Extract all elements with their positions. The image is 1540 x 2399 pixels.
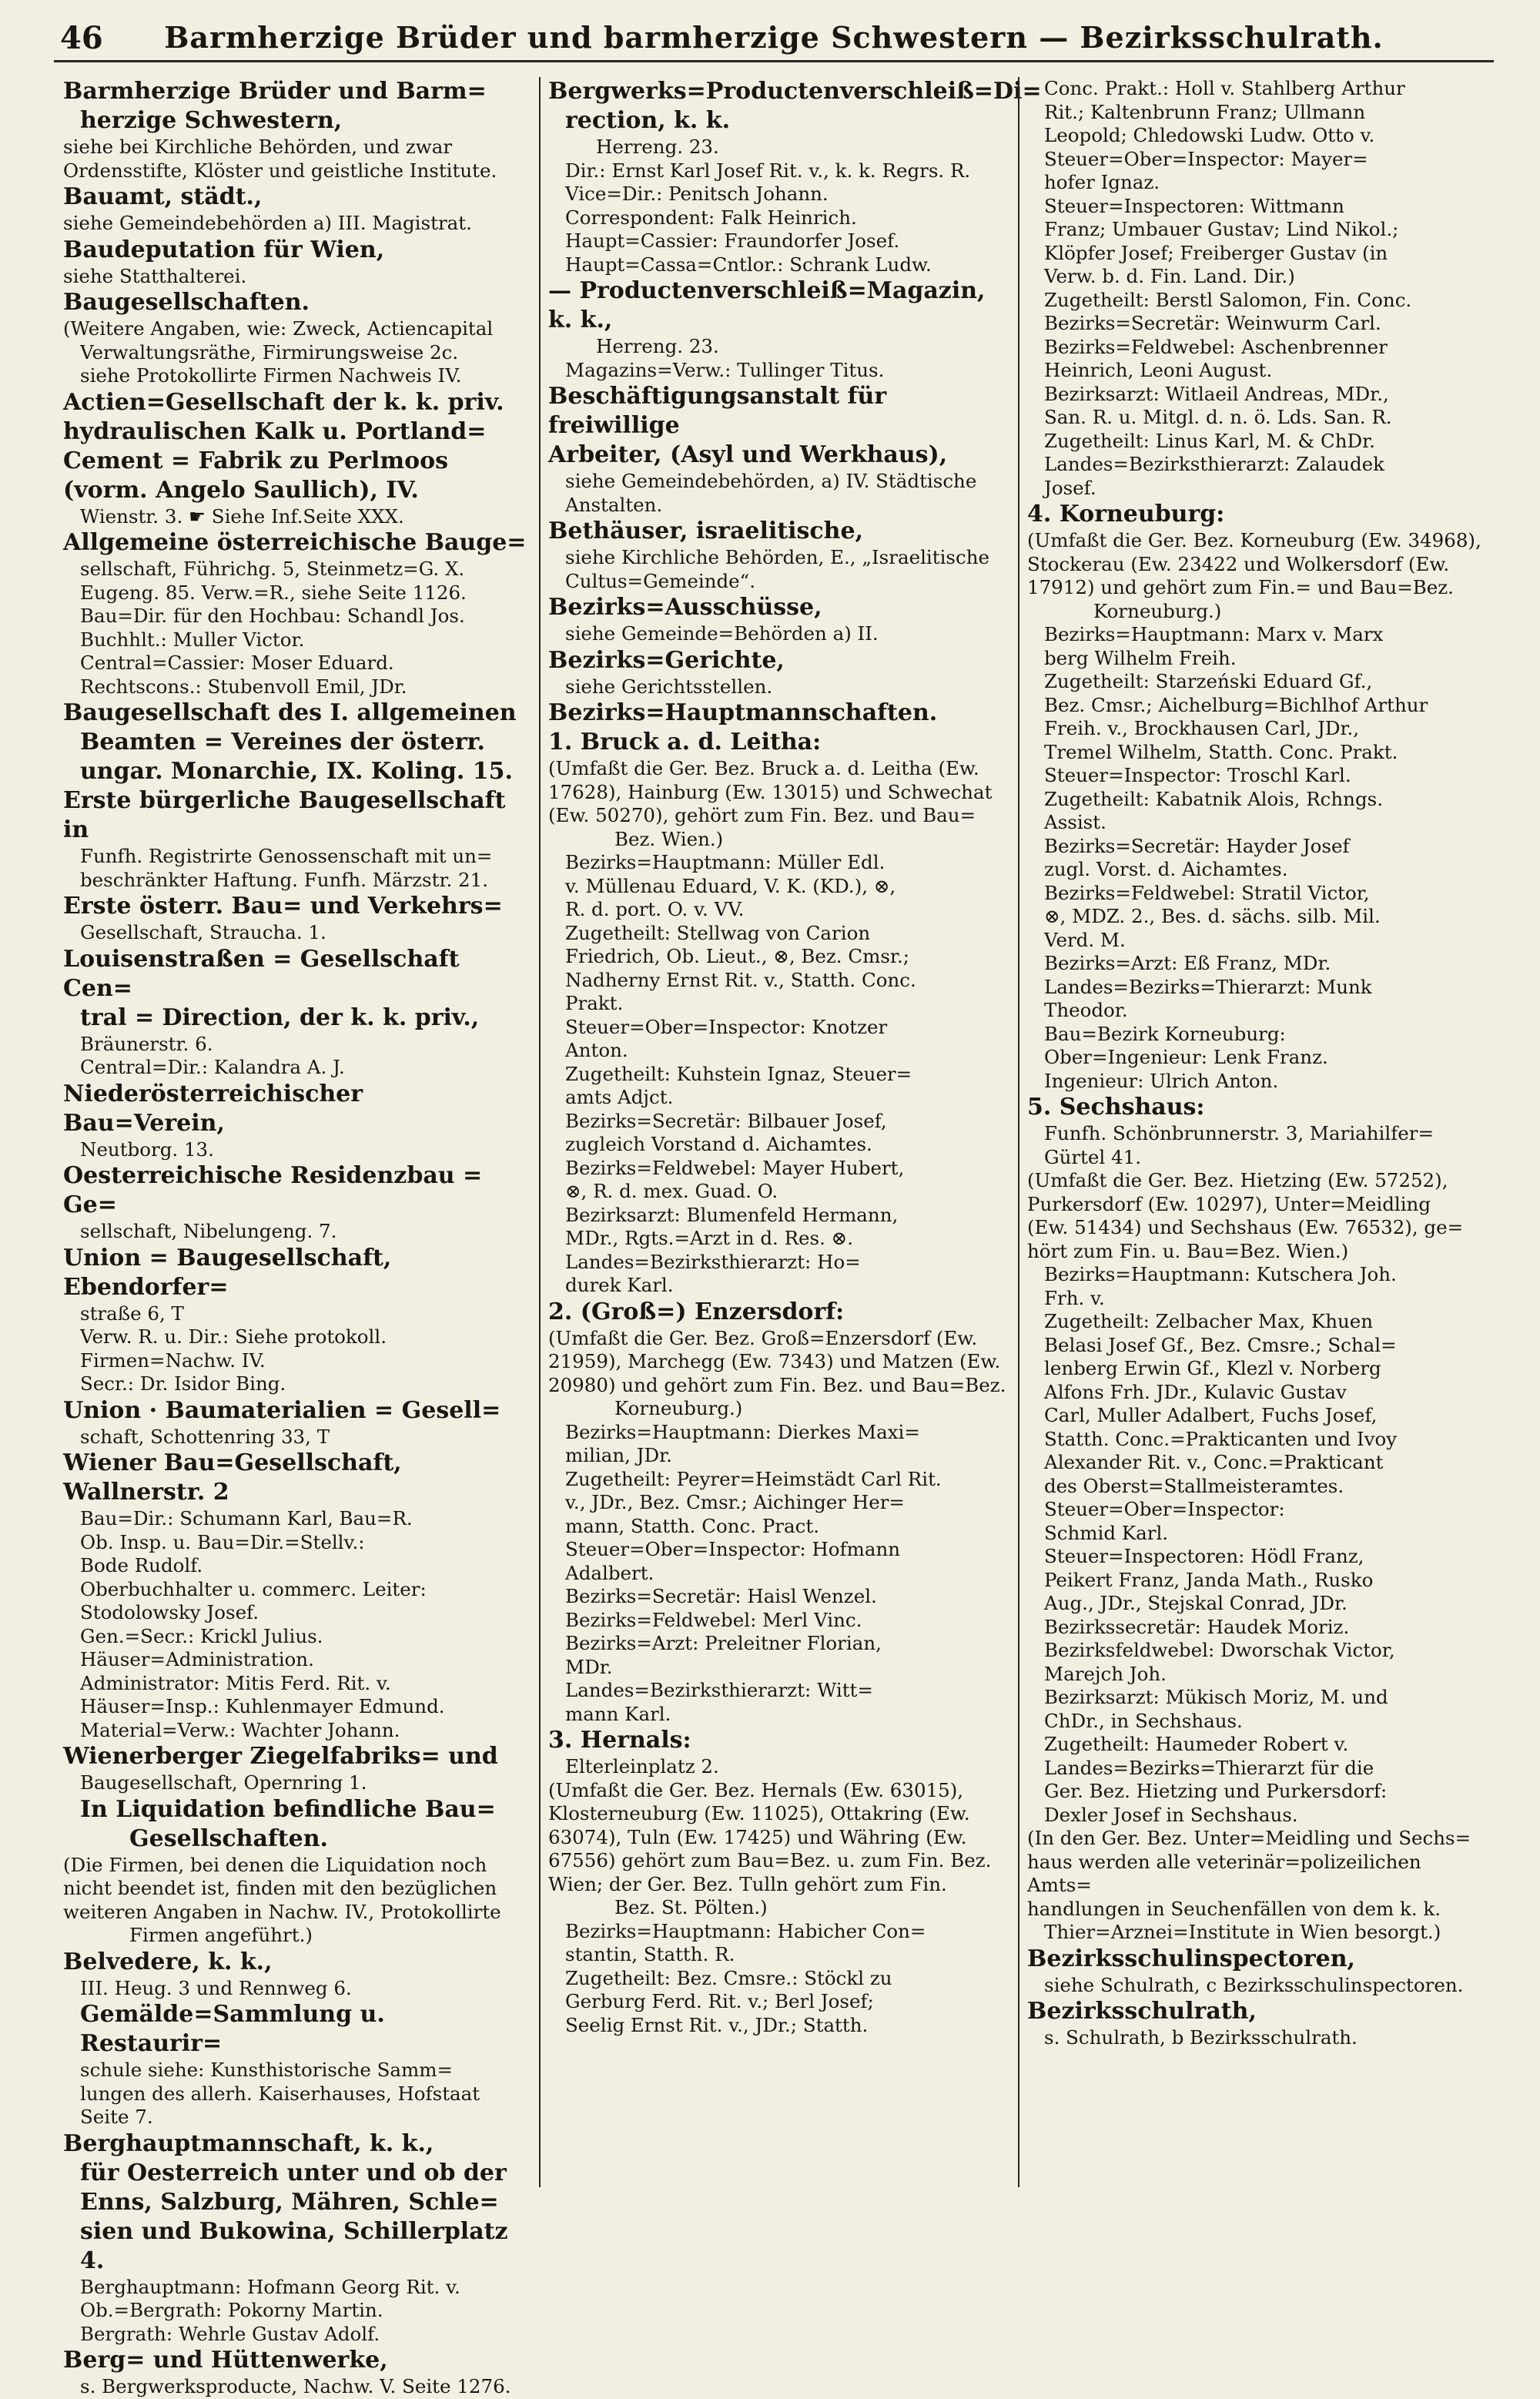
entry-line: Bergrath: Wehrle Gustav Adolf. [80,2322,380,2345]
entry-line: Bezirks=Secretär: Weinwurm Carl. [1044,312,1381,334]
entry-line: (In den Ger. Bez. Unter=Meidling und Sechs= [1027,1827,1471,1849]
entry-heading: — Productenverschleiß=Magazin, k. k., [548,277,986,333]
entry-line: Purkersdorf (Ew. 10297), Unter=Meidling [1027,1192,1431,1215]
entry-line: Friedrich, Ob. Lieut., ⊗, Bez. Cmsr.; [565,945,909,967]
entry-line: siehe Gerichtsstellen. [565,675,773,698]
entry-line: des Oberst=Stallmeisteramtes. [1044,1474,1344,1497]
entry-line: Carl, Muller Adalbert, Fuchs Josef, [1044,1404,1378,1426]
running-title: Barmherzige Brüder und barmherzige Schwestern — Bezirksschulrath. [164,20,1384,55]
entry-line: Stodolowsky Josef. [80,1601,259,1623]
entry-line: (Umfaßt die Ger. Bez. Groß=Enzersdorf (Ew. [548,1326,978,1349]
entry-line: Secr.: Dr. Isidor Bing. [80,1372,286,1395]
entry-line: Bezirks=Secretär: Hayder Josef [1044,834,1350,857]
entry-line: R. d. port. O. v. VV. [565,898,745,920]
entry-line: Bezirkssecretär: Haudek Moriz. [1044,1615,1350,1638]
entry-heading: Belvedere, k. k., [63,1948,273,1975]
entry-line: mann, Statth. Conc. Pract. [565,1514,819,1537]
page-number: 46 [60,20,103,56]
entry-line: Bezirks=Hauptmann: Habicher Con= [565,1919,926,1942]
entry-line: Bezirks=Hauptmann: Marx v. Marx [1044,623,1384,645]
entry-line: Steuer=Inspectoren: Hödl Franz, [1044,1545,1364,1567]
entry-line: Eugeng. 85. Verw.=R., siehe Seite 1126. [80,581,467,604]
entry-heading: Baugesellschaft des I. allgemeinen [63,699,517,726]
entry-line: ChDr., in Sechshaus. [1044,1709,1243,1732]
entry-line: Prakt. [565,992,624,1014]
entry-line: siehe Gemeindebehörden, a) IV. Städtische [565,470,977,492]
entry-line: Central=Dir.: Kalandra A. J. [80,1056,345,1078]
entry-line: Steuer=Ober=Inspector: Mayer= [1044,147,1368,170]
entry-line: beschränkter Haftung. Funfh. Märzstr. 21. [80,868,489,891]
entry-line: (Umfaßt die Ger. Bez. Korneuburg (Ew. 34968), [1027,529,1481,551]
entry-line: Bode Rudolf. [80,1554,203,1576]
entry-line: Bezirks=Feldwebel: Merl Vinc. [565,1608,862,1631]
entry-line: Steuer=Ober=Inspector: Knotzer [565,1015,888,1038]
entry-line: Marejch Joh. [1044,1662,1167,1685]
entry-line: (Ew. 51434) und Sechshaus (Ew. 76532), ge= [1027,1216,1464,1238]
entry-heading: In Liquidation befindliche Bau= [80,1795,496,1823]
entry-line: lungen des allerh. Kaiserhauses, Hofstaat [80,2082,480,2105]
entry-heading: Beamten = Vereines der österr. [80,729,485,756]
entry-line: Gesellschaft, Straucha. 1. [80,921,326,943]
entry-line: Wien; der Ger. Bez. Tulln gehört zum Fin. [548,1872,947,1895]
entry-heading: Enns, Salzburg, Mähren, Schle= [80,2188,499,2216]
entry-line: Herreng. 23. [596,136,719,158]
entry-heading: Bezirks=Ausschüsse, [548,594,822,621]
entry-line: Anton. [565,1039,628,1061]
entry-line: Firmen=Nachw. IV. [80,1349,266,1372]
entry-line: Oberbuchhalter u. commerc. Leiter: [80,1577,427,1600]
entry-line: siehe Gemeinde=Behörden a) II. [565,622,879,645]
entry-heading: Niederösterreichischer Bau=Verein, [63,1080,363,1137]
entry-line: ⊗, R. d. mex. Guad. O. [565,1180,778,1202]
entry-line: Dexler Josef in Sechshaus. [1044,1803,1298,1826]
entry-line: Bau=Dir.: Schumann Karl, Bau=R. [80,1507,413,1530]
entry-line: Vice=Dir.: Penitsch Johann. [565,183,829,205]
entry-line: Elterleinplatz 2. [565,1755,719,1777]
entry-line: Adalbert. [565,1561,654,1584]
entry-line: Freih. v., Brockhausen Carl, JDr., [1044,717,1360,739]
entry-line: Thier=Arznei=Institute in Wien besorgt.) [1044,1921,1441,1943]
entry-line: Bezirksarzt: Witlaeil Andreas, MDr., [1044,382,1389,405]
entry-line: Haupt=Cassa=Cntlor.: Schrank Ludw. [565,253,932,276]
entry-line: Verw. b. d. Fin. Land. Dir.) [1044,265,1295,287]
entry-heading: sien und Bukowina, Schillerplatz 4. [80,2217,508,2274]
entry-line: Anstalten. [565,493,663,516]
entry-line: Landes=Bezirksthierarzt: Ho= [565,1250,861,1273]
entry-line: Bau=Dir. für den Hochbau: Schandl Jos. [80,605,465,627]
entry-line: Gürtel 41. [1044,1145,1141,1168]
entry-line: handlungen in Seuchenfällen von dem k. k. [1027,1897,1441,1920]
entry-line: Ordensstifte, Klöster und geistliche Institute. [63,159,497,182]
entry-line: Dir.: Ernst Karl Josef Rit. v., k. k. Regrs. R. [565,159,971,182]
entry-line: siehe Protokollirte Firmen Nachweis IV. [80,364,462,387]
entry-line: Zugetheilt: Kuhstein Ignaz, Steuer= [565,1062,912,1085]
entry-line: v., JDr., Bez. Cmsr.; Aichinger Her= [565,1491,905,1513]
entry-line: hofer Ignaz. [1044,171,1160,193]
entry-line: Stockerau (Ew. 23422 und Wolkersdorf (Ew. [1027,552,1450,575]
entry-heading: Wienerberger Ziegelfabriks= und [63,1743,498,1770]
entry-line: Häuser=Insp.: Kuhlenmayer Edmund. [80,1695,445,1717]
entry-line: Herreng. 23. [596,335,719,357]
entry-line: siehe Schulrath, c Bezirksschulinspectoren. [1044,1973,1464,1996]
entry-line: 20980) und gehört zum Fin. Bez. und Bau=Bez. [548,1373,1006,1396]
entry-line: amts Adjct. [565,1086,674,1108]
entry-line: Bau=Bezirk Korneuburg: [1044,1022,1286,1045]
entry-line: Funfh. Schönbrunnerstr. 3, Mariahilfer= [1044,1122,1435,1144]
entry-line: Heinrich, Leoni August. [1044,359,1273,381]
entry-line: Gerburg Ferd. Rit. v.; Berl Josef; [565,1990,874,2012]
entry-line: Verw. R. u. Dir.: Siehe protokoll. [80,1325,387,1348]
entry-heading: Baudeputation für Wien, [63,236,385,263]
entry-line: siehe Statthalterei. [63,264,247,287]
entry-heading: Bezirks=Gerichte, [548,646,785,674]
entry-heading: Actien=Gesellschaft der k. k. priv. [63,388,504,416]
entry-line: s. Bergwerksproducte, Nachw. V. Seite 1276. [80,2375,511,2397]
entry-line: Zugetheilt: Zelbacher Max, Khuen [1044,1310,1374,1332]
entry-heading: Union · Baumaterialien = Gesell= [63,1396,501,1424]
entry-line: Theodor. [1044,999,1128,1021]
entry-line: Leopold; Chledowski Ludw. Otto v. [1044,124,1375,146]
entry-heading: Gesellschaften. [129,1824,328,1852]
entry-line: Zugetheilt: Peyrer=Heimstädt Carl Rit. [565,1467,942,1490]
entry-line: Bezirks=Hauptmann: Kutschera Joh. [1044,1263,1397,1285]
entry-line: San. R. u. Mitgl. d. n. ö. Lds. San. R. [1044,406,1392,428]
entry-line: Verwaltungsräthe, Firmirungsweise 2c. [80,340,459,364]
entry-heading: Berghauptmannschaft, k. k., [63,2129,434,2157]
entry-line: haus werden alle veterinär=polizeilichen Amts= [1027,1850,1421,1896]
entry-line: Bezirksfeldwebel: Dworschak Victor, [1044,1639,1395,1661]
entry-line: Klosterneuburg (Ew. 11025), Ottakring (Ew. [548,1802,970,1824]
entry-line: Funfh. Registrirte Genossenschaft mit un= [80,845,493,867]
entry-line: Zugetheilt: Kabatnik Alois, Rchngs. [1044,787,1383,810]
entry-line: Bez. Cmsr.; Aichelburg=Bichlhof Arthur [1044,693,1428,716]
entry-line: Josef. [1044,476,1096,499]
entry-line: Rechtscons.: Stubenvoll Emil, JDr. [80,675,407,698]
entry-line: Steuer=Inspectoren: Wittmann [1044,194,1344,217]
entry-line: 63074), Tuln (Ew. 17425) und Währing (Ew. [548,1825,967,1848]
entry-heading: Barmherzige Brüder und Barm= [63,78,487,105]
entry-line: Bezirks=Feldwebel: Stratil Victor, [1044,881,1370,904]
entry-line: Bräunerstr. 6. [80,1032,213,1055]
entry-line: Gen.=Secr.: Krickl Julius. [80,1624,323,1647]
entry-line: s. Schulrath, b Bezirksschulrath. [1044,2026,1358,2049]
entry-line: stantin, Statth. R. [565,1943,735,1965]
entry-line: Klöpfer Josef; Freiberger Gustav (in [1044,241,1388,264]
entry-line: Schmid Karl. [1044,1521,1169,1544]
entry-line: sellschaft, Führichg. 5, Steinmetz=G. X. [80,558,465,580]
entry-line: Bezirks=Feldwebel: Mayer Hubert, [565,1156,905,1179]
entry-line: Rit.; Kaltenbrunn Franz; Ullmann [1044,100,1366,123]
entry-line: (Weitere Angaben, wie: Zweck, Actiencapital [63,317,494,340]
entry-line: Bezirksarzt: Blumenfeld Hermann, [565,1203,899,1226]
entry-line: Firmen angeführt.) [129,1924,313,1946]
entry-line: Zugetheilt: Berstl Salomon, Fin. Conc. [1044,288,1412,311]
entry-line: Tremel Wilhelm, Statth. Conc. Prakt. [1044,740,1398,763]
entry-line: v. Müllenau Eduard, V. K. (KD.), ⊗, [565,874,896,897]
entry-line: Steuer=Ober=Inspector: [1044,1498,1285,1520]
entry-line: Bez. St. Pölten.) [614,1896,768,1918]
entry-heading: Bezirksschulinspectoren, [1027,1945,1355,1972]
entry-line: Conc. Prakt.: Holl v. Stahlberg Arthur [1044,77,1405,99]
page-header [54,17,1494,62]
entry-line: 17628), Hainburg (Ew. 13015) und Schwechat [548,780,993,803]
entry-line: Haupt=Cassier: Fraundorfer Josef. [565,230,900,252]
entry-line: Seite 7. [80,2106,153,2128]
entry-line: Ger. Bez. Hietzing und Purkersdorf: [1044,1780,1388,1802]
entry-line: Buchhlt.: Muller Victor. [80,628,305,651]
entry-line: Baugesellschaft, Opernring 1. [80,1771,367,1794]
entry-line: Frh. v. [1044,1286,1105,1309]
entry-heading: Beschäftigungsanstalt für freiwillige [548,383,887,439]
entry-line: mann Karl. [565,1702,671,1725]
entry-heading: für Oesterreich unter und ob der [80,2159,507,2186]
entry-line: Korneuburg.) [614,1397,743,1419]
entry-line: nicht beendet ist, finden mit den bezüglichen [63,1877,497,1899]
entry-line: Magazins=Verw.: Tullinger Titus. [565,358,885,381]
entry-line: (Umfaßt die Ger. Bez. Bruck a. d. Leitha (Ew. [548,757,979,779]
entry-line: Bezirks=Hauptmann: Müller Edl. [565,851,886,873]
entry-line: Assist. [1044,811,1106,833]
entry-heading: 1. Bruck a. d. Leitha: [548,729,822,756]
entry-line: Neutborg. 13. [80,1138,214,1161]
entry-line: Bezirks=Arzt: Preleitner Florian, [565,1632,882,1654]
entry-line: Berghauptmann: Hofmann Georg Rit. v. [80,2275,460,2298]
entry-line: Landes=Bezirksthierarzt: Zalaudek [1044,453,1384,475]
entry-line: Zugetheilt: Stellwag von Carion [565,921,871,944]
entry-line: (Die Firmen, bei denen die Liquidation noch [63,1853,487,1876]
entry-line: Verd. M. [1044,928,1126,951]
entry-line: straße 6, T [80,1302,184,1325]
entry-line: Landes=Bezirks=Thierarzt: Munk [1044,975,1372,998]
entry-heading: hydraulischen Kalk u. Portland= [63,417,487,445]
entry-heading: Bezirks=Hauptmannschaften. [548,699,938,726]
entry-heading: Bezirksschulrath, [1027,1998,1257,2025]
entry-line: Statth. Conc.=Prakticanten und Ivoy [1044,1427,1398,1450]
entry-line: durek Karl. [565,1274,674,1296]
entry-heading: 3. Hernals: [548,1727,691,1754]
entry-line: Steuer=Inspector: Troschl Karl. [1044,764,1351,786]
column-left [59,77,534,2397]
entry-line: Steuer=Ober=Inspector: Hofmann [565,1538,901,1560]
entry-line: Bezirks=Arzt: Eß Franz, MDr. [1044,952,1331,974]
entry-line: Cultus=Gemeinde“. [565,569,755,592]
entry-line: Zugetheilt: Bez. Cmsre.: Stöckl zu [565,1966,892,1989]
entry-heading: 4. Korneuburg: [1027,501,1225,528]
entry-line: Material=Verw.: Wachter Johann. [80,1718,400,1741]
entry-heading: Arbeiter, (Asyl und Werkhaus), [548,441,948,468]
entry-line: Bezirks=Secretär: Bilbauer Josef, [565,1109,887,1132]
entry-line: zugl. Vorst. d. Aichamtes. [1044,858,1288,880]
entry-heading: Erste bürgerliche Baugesellschaft in [63,787,506,843]
entry-line: Central=Cassier: Moser Eduard. [80,652,394,674]
entry-line: Korneuburg.) [1093,599,1222,622]
entry-line: berg Wilhelm Freih. [1044,646,1237,669]
entry-line: siehe Kirchliche Behörden, E., „Israelitische [565,546,989,568]
entry-heading: Allgemeine österreichische Bauge= [63,529,527,556]
entry-line: 21959), Marchegg (Ew. 7343) und Matzen (Ew. [548,1350,1001,1372]
entry-line: siehe bei Kirchliche Behörden, und zwar [63,136,453,158]
entry-line: Bezirksarzt: Mükisch Moriz, M. und [1044,1686,1388,1708]
entry-line: Wienstr. 3. ☛ Siehe Inf.Seite XXX. [80,504,404,528]
entry-line: Ob.=Bergrath: Pokorny Martin. [80,2299,383,2321]
entry-line: Administrator: Mitis Ferd. Rit. v. [80,1671,391,1694]
entry-line: weiteren Angaben in Nachw. IV., Protokollirte [63,1900,501,1923]
entry-line: MDr., Rgts.=Arzt in d. Res. ⊗. [565,1227,853,1249]
entry-line: Ober=Ingenieur: Lenk Franz. [1044,1046,1328,1068]
column-right [1018,77,1495,2187]
entry-line: Aug., JDr., Stejskal Conrad, JDr. [1044,1592,1348,1614]
entry-line: Bezirks=Secretär: Haisl Wenzel. [565,1585,877,1607]
entry-line: Landes=Bezirksthierarzt: Witt= [565,1679,873,1701]
entry-heading: 2. (Groß=) Enzersdorf: [548,1298,845,1325]
entry-line: Peikert Franz, Janda Math., Rusko [1044,1568,1374,1591]
entry-line: Franz; Umbauer Gustav; Lind Nikol.; [1044,218,1399,240]
entry-heading: Wiener Bau=Gesellschaft, Wallnerstr. 2 [63,1449,402,1506]
entry-line: 67556) gehört zum Bau=Bez. u. zum Fin. Bez. [548,1849,992,1871]
entry-heading: Cement = Fabrik zu Perlmoos [63,447,448,474]
entry-line: lenberg Erwin Gf., Klezl v. Norberg [1044,1357,1381,1379]
entry-line: Häuser=Administration. [80,1648,314,1670]
entry-line: Bezirks=Feldwebel: Aschenbrenner [1044,335,1388,358]
entry-heading: Louisenstraßen = Gesellschaft Cen= [63,945,460,1002]
entry-line: Zugetheilt: Starzeński Eduard Gf., [1044,670,1373,692]
entry-line: III. Heug. 3 und Rennweg 6. [80,1976,352,1999]
entry-line: (Umfaßt die Ger. Bez. Hernals (Ew. 63015), [548,1778,964,1801]
entry-line: Alexander Rit. v., Conc.=Prakticant [1044,1451,1384,1473]
entry-line: milian, JDr. [565,1444,672,1466]
entry-line: ⊗, MDZ. 2., Bes. d. sächs. silb. Mil. [1044,905,1381,927]
entry-line: schaft, Schottenring 33, T [80,1425,330,1448]
entry-line: siehe Gemeindebehörden a) III. Magistrat. [63,212,472,234]
entry-heading: Bethäuser, israelitische, [548,518,864,544]
entry-line: Zugetheilt: Linus Karl, M. & ChDr. [1044,429,1375,452]
entry-line: Belasi Josef Gf., Bez. Cmsre.; Schal= [1044,1333,1397,1356]
entry-heading: Berg= und Hüttenwerke, [63,2347,388,2374]
entry-heading: 5. Sechshaus: [1027,1094,1205,1121]
entry-line: Ob. Insp. u. Bau=Dir.=Stellv.: [80,1530,365,1553]
entry-line: Nadherny Ernst Rit. v., Statth. Conc. [565,968,916,991]
entry-line: Alfons Frh. JDr., Kulavic Gustav [1044,1380,1347,1403]
entry-line: MDr. [565,1655,613,1678]
entry-line: (Ew. 50270), gehört zum Fin. Bez. und Bau= [548,804,976,826]
entry-line: zugleich Vorstand d. Aichamtes. [565,1133,872,1155]
entry-line: hört zum Fin. u. Bau=Bez. Wien.) [1027,1239,1349,1262]
entry-heading: rection, k. k. [565,107,731,134]
entry-line: sellschaft, Nibelungeng. 7. [80,1220,337,1242]
entry-line: Seelig Ernst Rit. v., JDr.; Statth. [565,2013,869,2036]
entry-heading: Bergwerks=Productenverschleiß=Di= [548,78,1042,105]
entry-heading: Gemälde=Sammlung u. Restaurir= [80,2001,385,2057]
entry-line: Landes=Bezirks=Thierarzt für die [1044,1756,1374,1779]
entry-line: Bez. Wien.) [614,827,724,850]
entry-heading: Baugesellschaften. [63,289,310,316]
entry-line: schule siehe: Kunsthistorische Samm= [80,2059,454,2081]
entry-heading: Union = Baugesellschaft, Ebendorfer= [63,1244,392,1301]
entry-line: Ingenieur: Ulrich Anton. [1044,1069,1279,1092]
entry-line: 17912) und gehört zum Fin.= und Bau=Bez. [1027,576,1454,598]
entry-heading: herzige Schwestern, [80,107,343,134]
entry-heading: Bauamt, städt., [63,183,263,210]
entry-line: Correspondent: Falk Heinrich. [565,206,857,229]
entry-heading: ungar. Monarchie, IX. Koling. 15. [80,758,513,785]
column-middle [539,77,1042,2187]
entry-heading: tral = Direction, der k. k. priv., [80,1003,480,1031]
entry-heading: (vorm. Angelo Saullich), IV. [63,476,419,504]
entry-heading: Erste österr. Bau= und Verkehrs= [63,893,503,920]
entry-line: Zugetheilt: Haumeder Robert v. [1044,1733,1349,1755]
entry-heading: Oesterreichische Residenzbau = Ge= [63,1162,483,1218]
entry-line: Bezirks=Hauptmann: Dierkes Maxi= [565,1420,920,1443]
entry-line: (Umfaßt die Ger. Bez. Hietzing (Ew. 57252), [1027,1169,1448,1191]
